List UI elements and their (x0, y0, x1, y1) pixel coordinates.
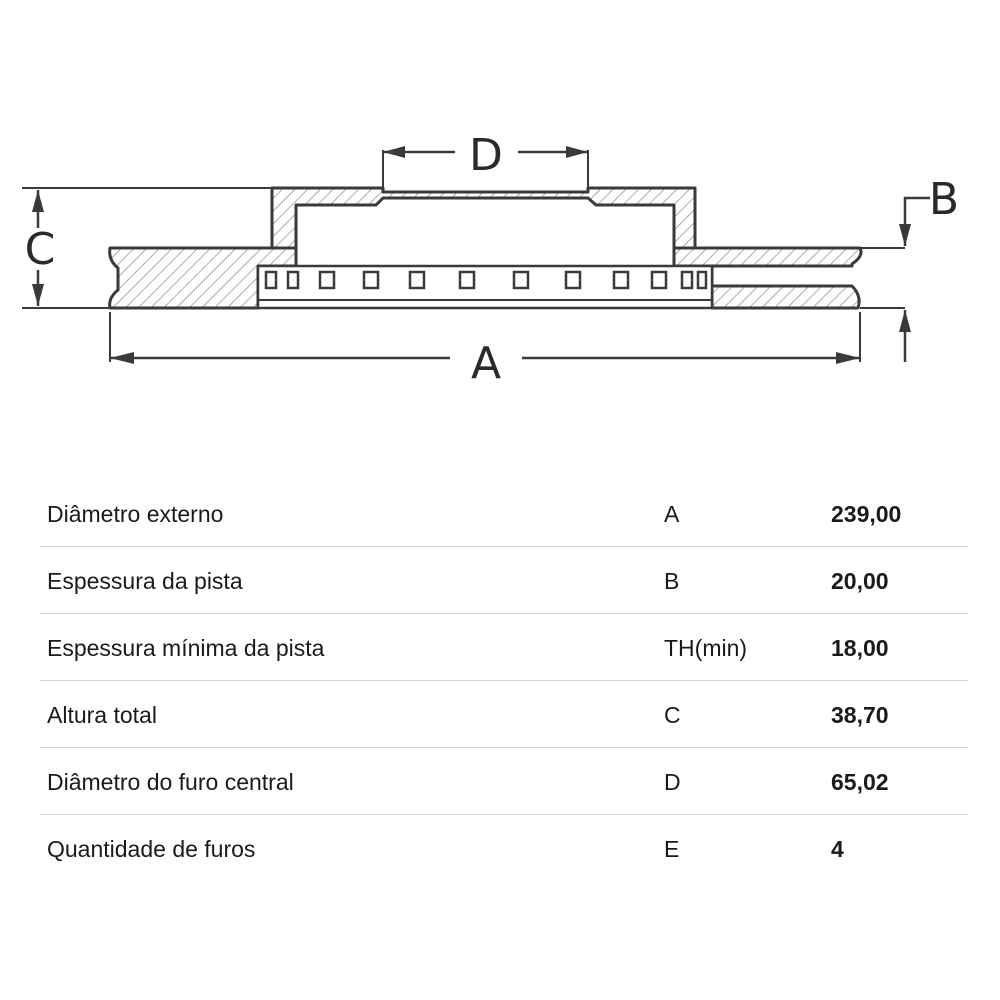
table-row (40, 547, 968, 614)
spec-label: Quantidade de furos (47, 836, 256, 862)
dimension-label-b: B (928, 174, 960, 225)
hat-section (272, 188, 695, 248)
table-row (40, 614, 968, 681)
brake-disc-cross-section-diagram (0, 0, 1000, 430)
right-lower-plate (712, 286, 859, 308)
spec-label: Diâmetro externo (47, 501, 224, 527)
spec-code: TH(min) (664, 635, 748, 661)
spec-value: 20,00 (831, 568, 889, 594)
dimension-label-a: A (470, 338, 502, 389)
table-row (40, 815, 968, 881)
spec-code: B (664, 568, 680, 594)
dimension-label-c: C (24, 224, 56, 275)
dimension-label-d: D (469, 130, 503, 181)
spec-value: 4 (831, 836, 844, 862)
spec-label: Espessura da pista (47, 568, 243, 594)
vent-gap (712, 268, 852, 284)
spec-code: D (664, 769, 681, 795)
dimension-b (899, 198, 930, 362)
right-upper-plate (674, 248, 861, 266)
spec-code: C (664, 702, 681, 728)
spec-label: Altura total (47, 702, 157, 728)
spec-value: 38,70 (831, 702, 889, 728)
table-row (40, 681, 968, 748)
table-row (40, 748, 968, 815)
spec-value: 18,00 (831, 635, 889, 661)
specification-table (40, 480, 968, 881)
spec-code: A (664, 501, 680, 527)
spec-value: 239,00 (831, 501, 902, 527)
disc-section (110, 188, 861, 308)
spec-value: 65,02 (831, 769, 889, 795)
spec-code: E (664, 836, 680, 862)
spec-label: Espessura mínima da pista (47, 635, 325, 661)
table-row (40, 480, 968, 547)
spec-label: Diâmetro do furo central (47, 769, 294, 795)
